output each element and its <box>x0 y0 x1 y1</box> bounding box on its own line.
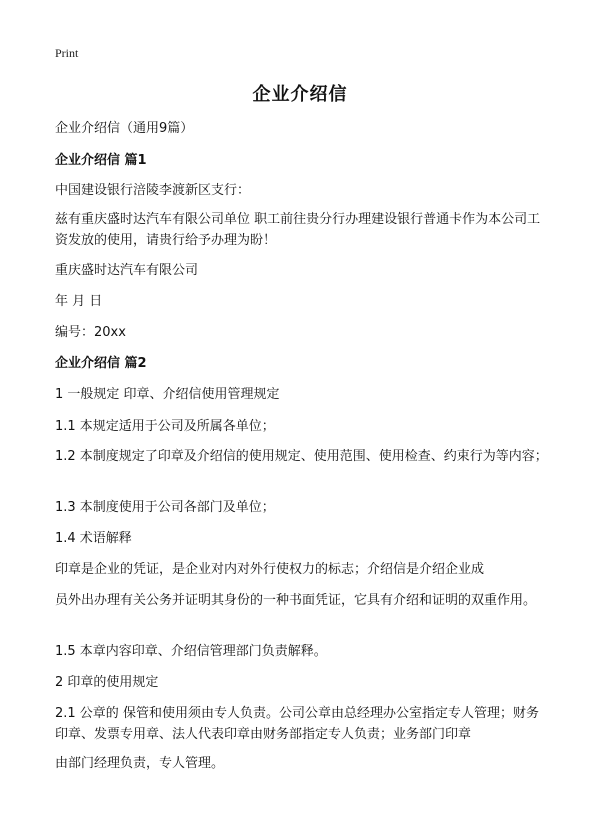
paragraph-addressee: 中国建设银行涪陵李渡新区支行： <box>55 183 251 198</box>
paragraph-date: 年 月 日 <box>55 294 103 309</box>
paragraph-rule-2-1: 2.1 公章的 保管和使用须由专人负责。公司公章由总经理办公室指定专人管理；财务印章、发票专用章、法人代表印章由财务部指定专人负责；业务部门印章 <box>55 706 539 742</box>
paragraph-number: 编号：20xx <box>55 325 126 340</box>
paragraph-rule-1-3: 1.3 本制度使用于公司各部门及单位； <box>55 500 275 515</box>
paragraph-rule-1-2: 1.2 本制度规定了印章及介绍信的使用规定、使用范围、使用检查、约束行为等内容； <box>55 449 548 464</box>
section-heading-1: 企业介绍信 篇1 <box>55 153 147 168</box>
paragraph-rule-1-4: 1.4 术语解释 <box>55 531 132 546</box>
paragraph-rule-2-1-cont: 由部门经理负责，专人管理。 <box>55 756 225 771</box>
paragraph-rule-1-5: 1.5 本章内容印章、介绍信管理部门负责解释。 <box>55 644 327 659</box>
paragraph-body: 兹有重庆盛时达汽车有限公司单位 职工前往贵分行办理建设银行普通卡作为本公司工资发放的使用，请贵行给予办理为盼！ <box>55 212 541 248</box>
paragraph-rule-2: 2 印章的使用规定 <box>55 675 159 690</box>
paragraph-company-name: 重庆盛时达汽车有限公司 <box>55 263 199 278</box>
page-title: 企业介绍信 <box>252 84 348 105</box>
paragraph-definition-2: 员外出办理有关公务并证明其身份的一种书面凭证，它具有介绍和证明的双重作用。 <box>55 593 537 608</box>
paragraph-definition-1: 印章是企业的凭证，是企业对内对外行使权力的标志；介绍信是介绍企业成 <box>55 562 485 577</box>
section-heading-2: 企业介绍信 篇2 <box>55 356 147 371</box>
document-subtitle: 企业介绍信（通用9篇） <box>55 121 194 136</box>
print-link[interactable]: Print <box>55 46 79 60</box>
paragraph-rule-1-1: 1.1 本规定适用于公司及所属各单位； <box>55 419 275 434</box>
paragraph-rule-1: 1 一般规定 印章、介绍信使用管理规定 <box>55 387 280 402</box>
